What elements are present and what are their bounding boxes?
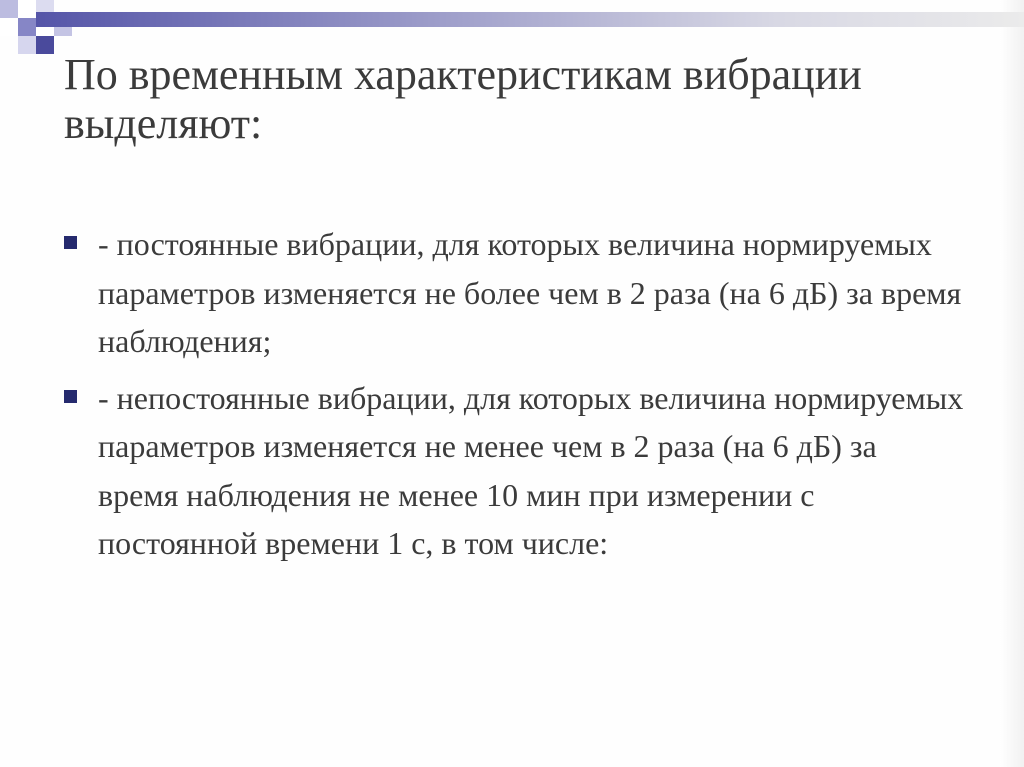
square-bullet-icon	[64, 236, 77, 249]
bullet-text: - постоянные вибрации, для которых величина нормируемых параметров изменяется не более чем в 2 раза (на 6 дБ) за время наблюдения;	[98, 226, 962, 359]
title-bar-gradient	[36, 12, 1024, 27]
bullet-item	[64, 220, 964, 366]
bullet-text: - непостоянные вибрации, для которых величина нормируемых параметров изменяется не менее чем в 2 раза (на 6 дБ) за время наблюдения не менее 10 мин при измерении с постоянной времени 1 с, в том числе:	[98, 379, 964, 561]
bullet-list	[64, 220, 964, 576]
bullet-item	[64, 374, 964, 568]
square-bullet-icon	[64, 390, 77, 403]
slide-title: По временным характеристикам вибрации выделяют:	[64, 50, 862, 148]
slide-edge-shade	[1000, 0, 1024, 767]
